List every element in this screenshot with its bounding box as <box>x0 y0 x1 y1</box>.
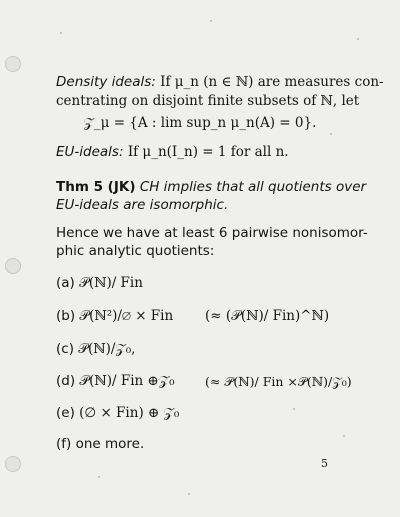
list-item-tag: (c) <box>56 341 74 357</box>
theorem-label: Thm 5 (JK) <box>56 179 136 195</box>
list-item-note-d: (≈ 𝒫(ℕ)/ Fin ×𝒫(ℕ)/𝒵₀) <box>205 374 352 389</box>
theorem-text: CH implies that all quotients over <box>139 179 367 195</box>
list-item-c <box>56 339 135 360</box>
scan-speck <box>357 38 359 40</box>
scan-speck <box>343 435 345 437</box>
list-item-tag: (b) <box>56 308 76 324</box>
scan-speck <box>60 32 62 34</box>
scan-speck <box>210 20 212 22</box>
eu-ideals-label: EU-ideals: <box>56 144 124 160</box>
list-item-tag: (d) <box>56 373 76 389</box>
list-item-expr: one more. <box>75 436 145 452</box>
list-item-tag: (f) <box>56 436 72 452</box>
density-ideals-line-1 <box>56 72 384 93</box>
display-formula: 𝒵_μ = {A : lim sup_n μ_n(A) = 0}. <box>83 115 317 131</box>
scan-speck <box>98 476 100 478</box>
intro-line-1: Hence we have at least 6 pairwise nonisomor- <box>56 225 368 241</box>
list-item-expr: (∅ × Fin) ⊕ 𝒵₀ <box>79 405 180 421</box>
intro-line-2: phic analytic quotients: <box>56 243 215 259</box>
density-ideals-label: Density ideals: <box>56 74 156 90</box>
punch-hole-top <box>5 56 21 72</box>
scan-speck <box>188 493 190 495</box>
list-item-f <box>56 434 144 455</box>
eu-ideals-line <box>56 142 289 163</box>
list-item-tag: (a) <box>56 275 75 291</box>
density-ideals-text-2: centrating on disjoint finite subsets of ℕ, let <box>56 93 360 109</box>
list-item-note-b: (≈ (𝒫(ℕ)/ Fin)^ℕ) <box>205 308 330 324</box>
list-item-expr: 𝒫(ℕ²)/∅ × Fin <box>79 308 174 324</box>
page-number: 5 <box>321 457 328 470</box>
scan-speck <box>293 408 295 410</box>
list-item-b <box>56 306 173 327</box>
theorem-line-2: EU-ideals are isomorphic. <box>56 197 229 213</box>
list-item-expr: 𝒫(ℕ)/ Fin ⊕𝒵₀ <box>79 373 175 389</box>
list-item-expr: 𝒫(ℕ)/ Fin <box>79 275 143 291</box>
list-item-d <box>56 371 175 392</box>
punch-hole-bottom <box>5 456 21 472</box>
list-item-expr: 𝒫(ℕ)/𝒵₀, <box>78 341 136 357</box>
punch-hole-middle <box>5 258 21 274</box>
list-item-a <box>56 273 143 294</box>
list-item-e <box>56 403 179 424</box>
list-item-tag: (e) <box>56 405 75 421</box>
density-ideals-text: If μ_n (n ∈ ℕ) are measures con- <box>160 74 384 90</box>
density-ideals-line-2 <box>56 91 359 112</box>
eu-ideals-text: If μ_n(I_n) = 1 for all n. <box>127 144 289 160</box>
